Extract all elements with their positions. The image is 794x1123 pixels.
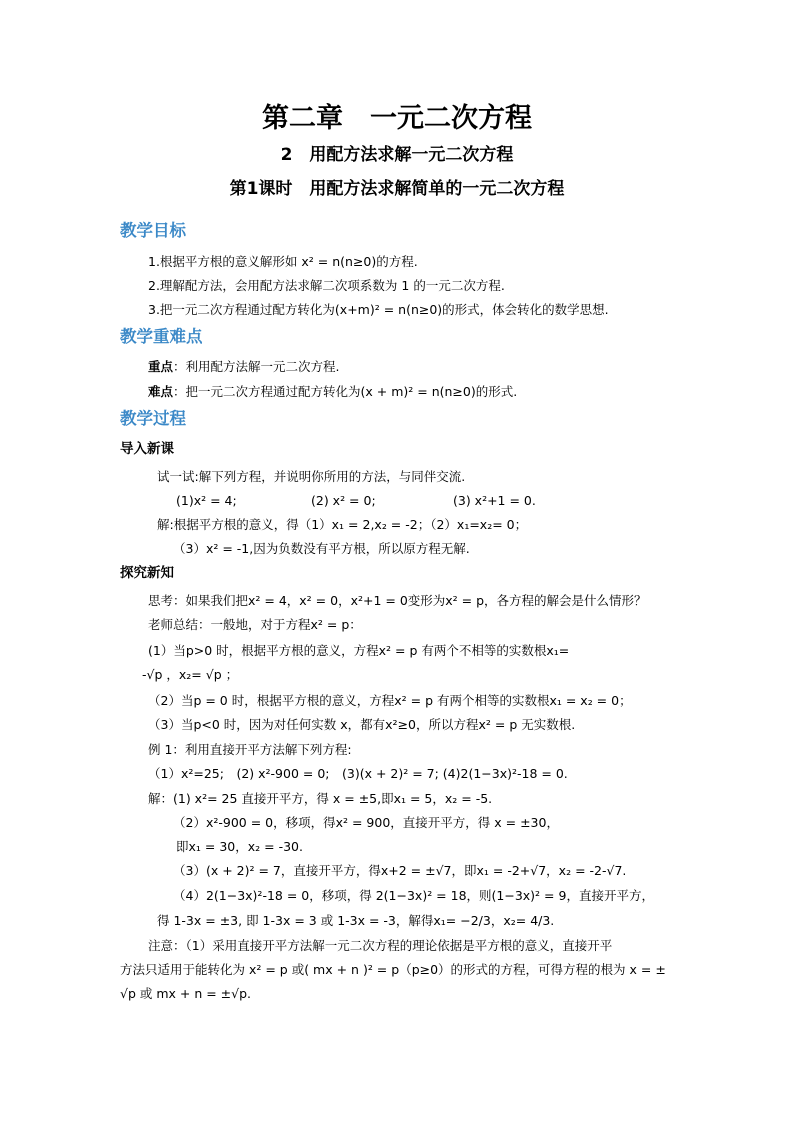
example-1-equations: （1）x²=25; (2) x²-900 = 0; (3)(x + 2)² = 7; (4)2(1−3x)²-18 = 0.	[148, 766, 568, 781]
heading-keypoints: 教学重难点	[120, 327, 203, 346]
difficulty-text: ：把一元二次方程通过配方转化为(x + m)² = n(n≥0)的形式.	[173, 384, 518, 399]
heading-goals: 教学目标	[120, 221, 186, 240]
focus-label: 重点	[148, 359, 174, 374]
intro-text: 试一试:解下列方程，并说明你所用的方法，与同伴交流.	[157, 469, 466, 484]
difficulty-line	[148, 383, 517, 401]
think-question: 思考：如果我们把x² = 4，x² = 0，x²+1 = 0变形为x² = p，各方程的解会是什么情形？	[148, 593, 647, 608]
goal-2: 2.理解配方法，会用配方法求解二次项系数为 1 的一元二次方程.	[148, 278, 505, 293]
answer-4-line-b: 得 1-3x = ±3, 即 1-3x = 3 或 1-3x = -3，解得x₁= −2/3，x₂= 4/3.	[157, 913, 555, 928]
example-1-heading: 例 1：利用直接开平方法解下列方程:	[148, 742, 352, 757]
intro-solution-1: 解:根据平方根的意义，得（1）x₁ = 2,x₂ = -2；（2）x₁=x₂= 0；	[157, 517, 528, 532]
case-2: （2）当p = 0 时，根据平方根的意义，方程x² = p 有两个相等的实数根x₁ = x₂ = 0；	[148, 693, 632, 708]
teacher-summary: 老师总结：一般地，对于方程x² = p：	[148, 617, 362, 632]
intro-eq-2: (2) x² = 0;	[311, 493, 376, 508]
heading-process: 教学过程	[120, 409, 186, 428]
note-line-2: 方法只适用于能转化为 x² = p 或( mx + n )² = p（p≥0）的形式的方程，可得方程的根为 x = ±	[120, 962, 666, 977]
answer-3: （3）(x + 2)² = 7，直接开平方，得x+2 = ±√7，即x₁ = -2+√7，x₂ = -2-√7.	[173, 863, 627, 878]
section-title: 2 用配方法求解一元二次方程	[280, 145, 514, 165]
answer-1: 解：(1) x²= 25 直接开平方，得 x = ±5,即x₁ = 5，x₂ = -5.	[148, 791, 493, 806]
focus-line	[148, 358, 340, 376]
goal-3: 3.把一元二次方程通过配方转化为(x+m)² = n(n≥0)的形式，体会转化的数学思想.	[148, 302, 609, 317]
intro-solution-2: （3）x² = -1,因为负数没有平方根，所以原方程无解.	[173, 541, 470, 556]
intro-eq-3: (3) x²+1 = 0.	[453, 493, 536, 508]
note-line-1: 注意：（1）采用直接开平方法解一元二次方程的理论依据是平方根的意义，直接开平	[148, 938, 613, 953]
subheading-explore: 探究新知	[120, 565, 174, 581]
chapter-title: 第二章 一元二次方程	[262, 103, 532, 134]
case-3: （3）当p<0 时，因为对任何实数 x，都有x²≥0，所以方程x² = p 无实数根.	[148, 717, 576, 732]
lesson-title: 第1课时 用配方法求解简单的一元二次方程	[229, 179, 565, 199]
intro-eq-1: (1)x² = 4;	[176, 493, 237, 508]
answer-2-line-b: 即x₁ = 30，x₂ = -30.	[176, 839, 303, 854]
case-1-line-a: (1）当p>0 时，根据平方根的意义，方程x² = p 有两个不相等的实数根x₁=	[148, 643, 570, 658]
answer-4-line-a: （4）2(1−3x)²-18 = 0，移项，得 2(1−3x)² = 18，则(1−3x)² = 9，直接开平方，	[173, 888, 654, 903]
subheading-intro: 导入新课	[120, 441, 174, 457]
note-line-3: √p 或 mx + n = ±√p.	[120, 986, 252, 1001]
focus-text: ：利用配方法解一元二次方程.	[173, 359, 340, 374]
goal-1: 1.根据平方根的意义解形如 x² = n(n≥0)的方程.	[148, 254, 418, 269]
case-1-line-b: -√p ，x₂= √p ；	[142, 667, 239, 682]
difficulty-label: 难点	[148, 384, 174, 399]
answer-2-line-a: （2）x²-900 = 0，移项，得x² = 900，直接开平方，得 x = ±30，	[173, 815, 559, 830]
